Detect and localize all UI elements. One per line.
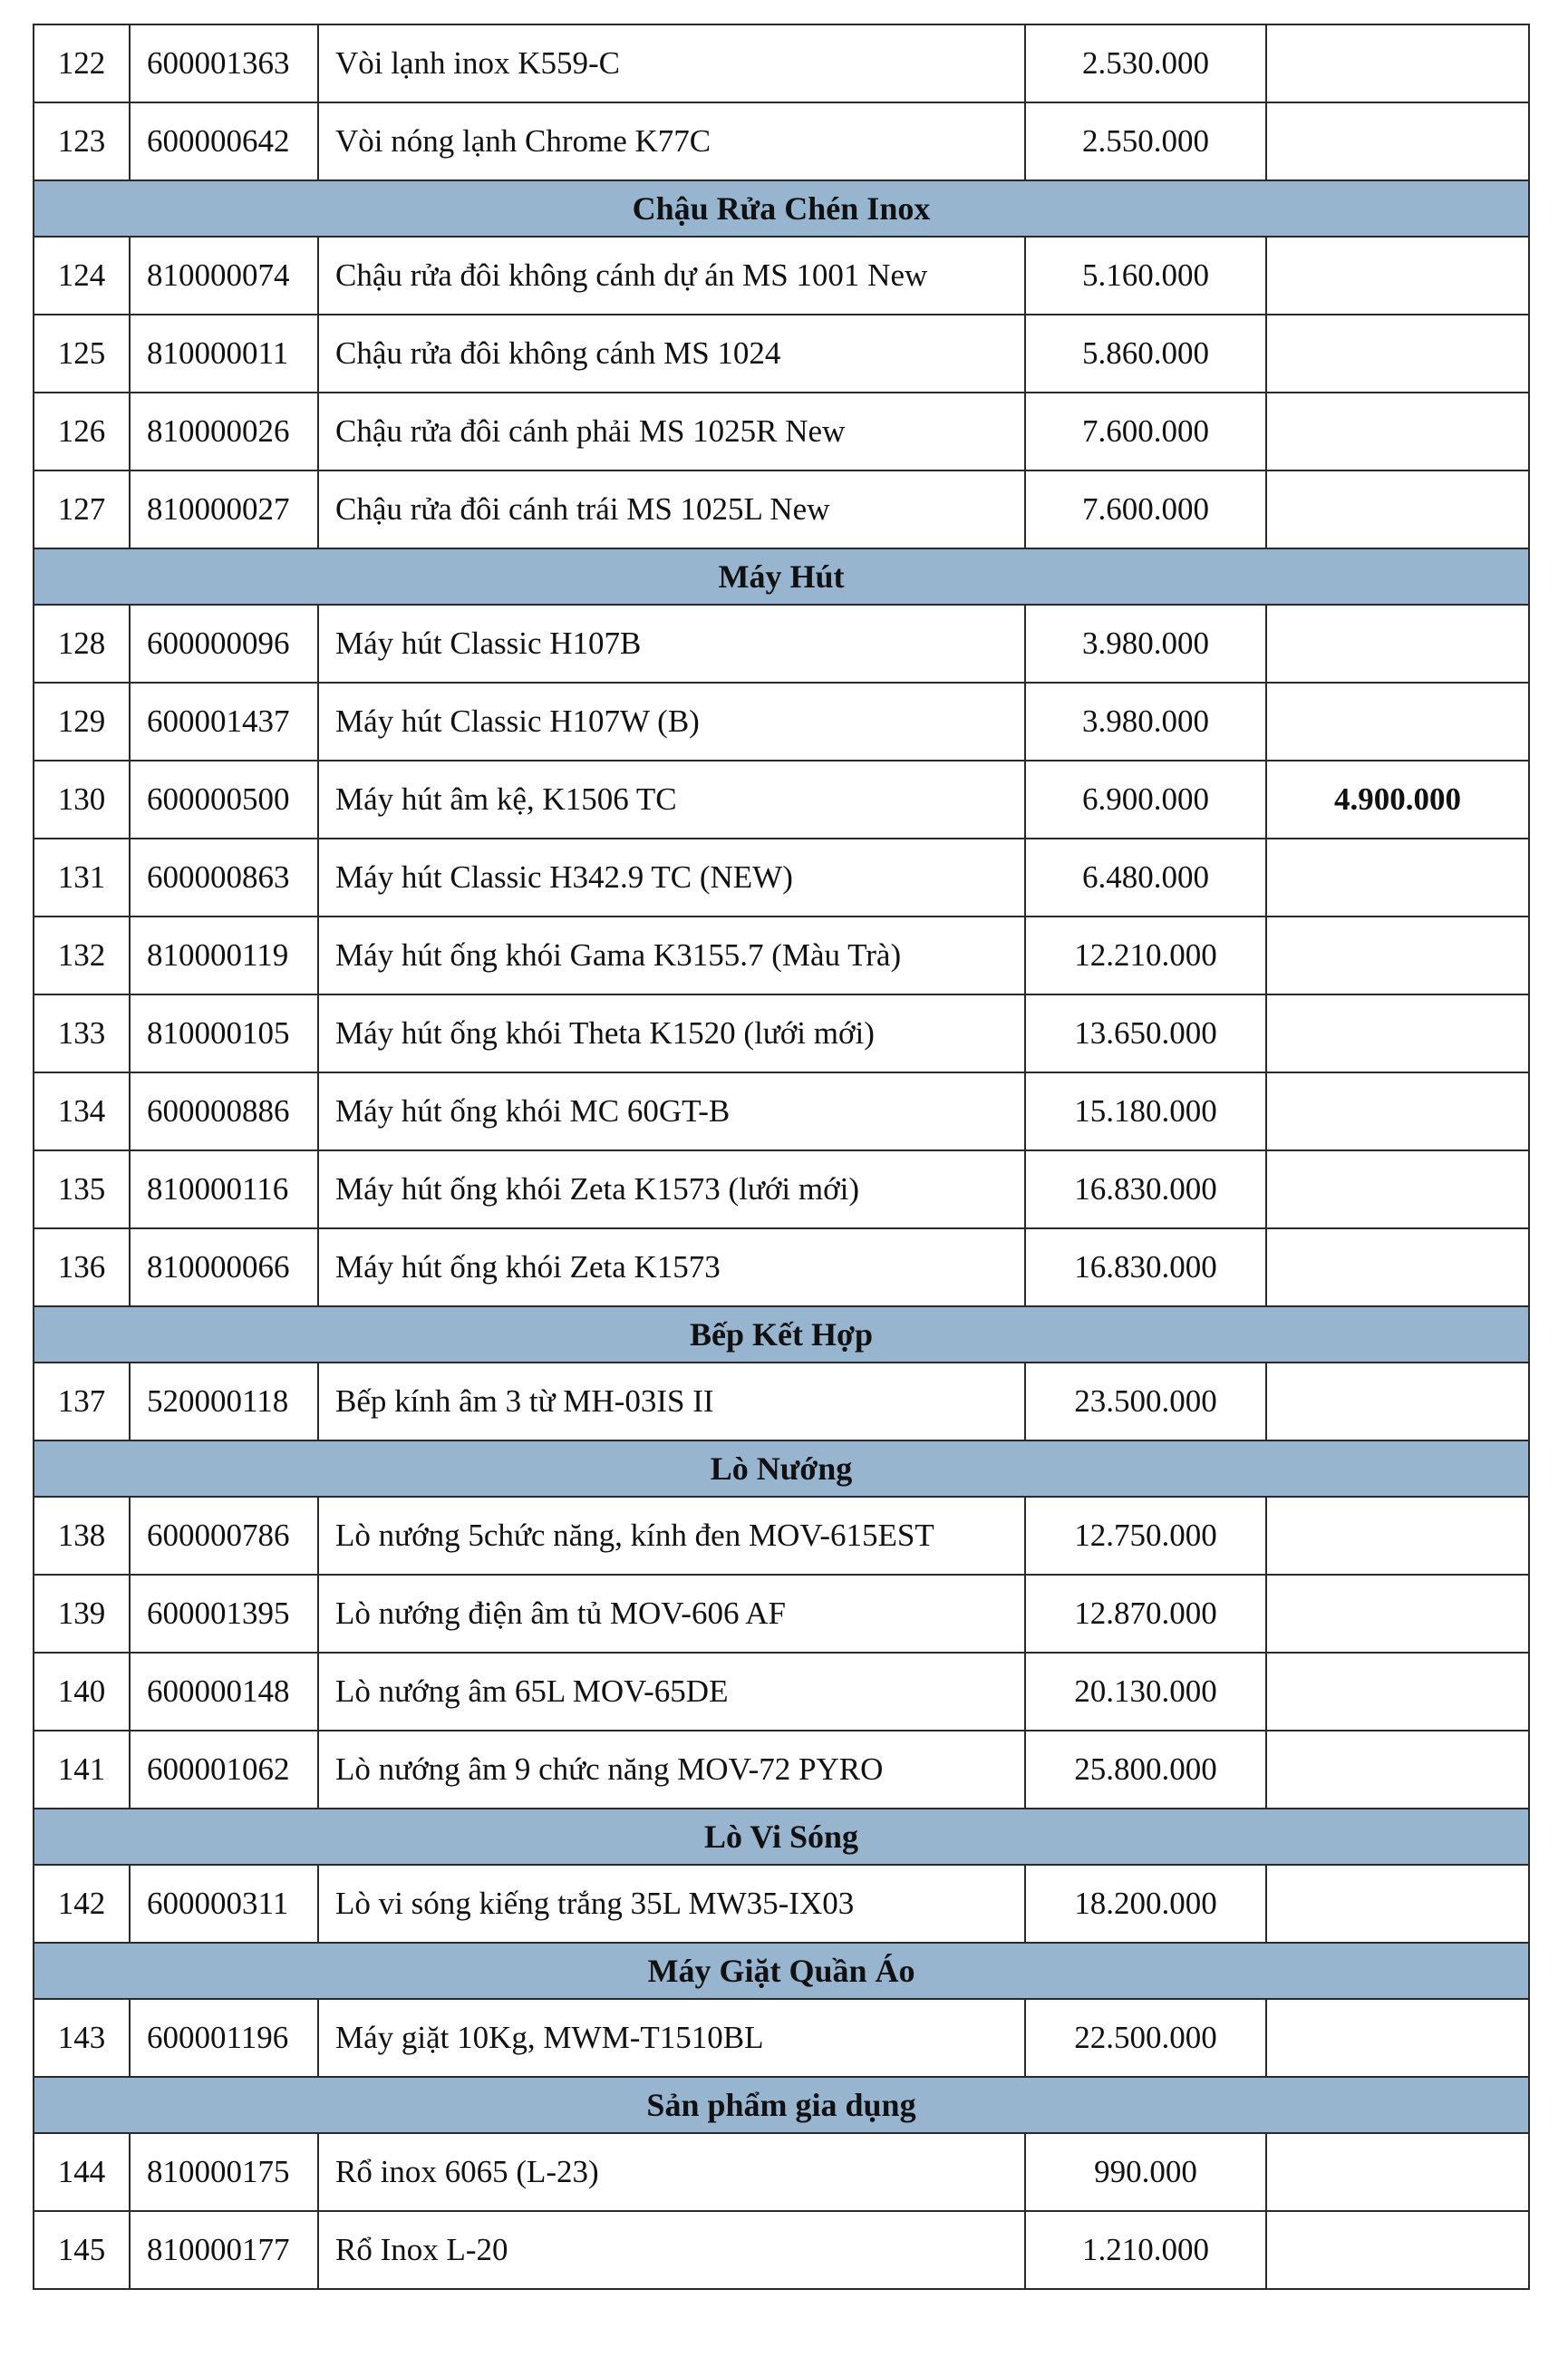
product-name: Lò vi sóng kiếng trắng 35L MW35-IX03 xyxy=(318,1865,1025,1943)
list-price: 7.600.000 xyxy=(1025,393,1266,470)
promo-price xyxy=(1266,1653,1529,1731)
product-name: Bếp kính âm 3 từ MH-03IS II xyxy=(318,1363,1025,1440)
product-code: 810000026 xyxy=(130,393,318,470)
promo-price xyxy=(1266,315,1529,393)
product-code: 600000886 xyxy=(130,1072,318,1150)
table-row xyxy=(34,1497,1529,1575)
promo-price xyxy=(1266,1731,1529,1809)
table-row xyxy=(34,24,1529,102)
section-header-row xyxy=(34,180,1529,237)
product-name: Rổ Inox L-20 xyxy=(318,2211,1025,2289)
row-number: 141 xyxy=(34,1731,130,1809)
promo-price xyxy=(1266,1497,1529,1575)
list-price: 7.600.000 xyxy=(1025,470,1266,548)
table-row xyxy=(34,1228,1529,1306)
product-name: Lò nướng điện âm tủ MOV-606 AF xyxy=(318,1575,1025,1653)
row-number: 124 xyxy=(34,237,130,315)
list-price: 2.550.000 xyxy=(1025,102,1266,180)
list-price: 13.650.000 xyxy=(1025,994,1266,1072)
product-code: 600001437 xyxy=(130,683,318,761)
product-code: 810000116 xyxy=(130,1150,318,1228)
row-number: 130 xyxy=(34,761,130,839)
section-title: Lò Nướng xyxy=(34,1440,1529,1497)
product-code: 600001363 xyxy=(130,24,318,102)
product-name: Lò nướng âm 9 chức năng MOV-72 PYRO xyxy=(318,1731,1025,1809)
table-row xyxy=(34,1731,1529,1809)
product-code: 810000105 xyxy=(130,994,318,1072)
product-code: 810000027 xyxy=(130,470,318,548)
row-number: 135 xyxy=(34,1150,130,1228)
row-number: 126 xyxy=(34,393,130,470)
section-header-row xyxy=(34,548,1529,605)
price-list-table xyxy=(33,24,1530,2290)
product-name: Máy hút ống khói Zeta K1573 (lưới mới) xyxy=(318,1150,1025,1228)
list-price: 25.800.000 xyxy=(1025,1731,1266,1809)
list-price: 18.200.000 xyxy=(1025,1865,1266,1943)
product-code: 600000148 xyxy=(130,1653,318,1731)
row-number: 143 xyxy=(34,1999,130,2077)
table-row xyxy=(34,102,1529,180)
list-price: 3.980.000 xyxy=(1025,683,1266,761)
promo-price xyxy=(1266,683,1529,761)
list-price: 1.210.000 xyxy=(1025,2211,1266,2289)
product-name: Máy hút Classic H107B xyxy=(318,605,1025,683)
list-price: 3.980.000 xyxy=(1025,605,1266,683)
table-row xyxy=(34,1575,1529,1653)
product-code: 520000118 xyxy=(130,1363,318,1440)
promo-price xyxy=(1266,1363,1529,1440)
promo-price xyxy=(1266,839,1529,917)
row-number: 145 xyxy=(34,2211,130,2289)
list-price: 12.210.000 xyxy=(1025,917,1266,994)
product-name: Máy hút Classic H107W (B) xyxy=(318,683,1025,761)
table-row xyxy=(34,1653,1529,1731)
table-row xyxy=(34,2133,1529,2211)
product-name: Máy giặt 10Kg, MWM-T1510BL xyxy=(318,1999,1025,2077)
promo-price xyxy=(1266,2211,1529,2289)
product-name: Chậu rửa đôi cánh phải MS 1025R New xyxy=(318,393,1025,470)
list-price: 22.500.000 xyxy=(1025,1999,1266,2077)
product-name: Chậu rửa đôi cánh trái MS 1025L New xyxy=(318,470,1025,548)
product-name: Vòi lạnh inox K559-C xyxy=(318,24,1025,102)
section-title: Máy Giặt Quần Áo xyxy=(34,1943,1529,1999)
product-code: 600000642 xyxy=(130,102,318,180)
product-name: Chậu rửa đôi không cánh MS 1024 xyxy=(318,315,1025,393)
promo-price xyxy=(1266,917,1529,994)
product-name: Máy hút ống khói Theta K1520 (lưới mới) xyxy=(318,994,1025,1072)
product-name: Máy hút âm kệ, K1506 TC xyxy=(318,761,1025,839)
list-price: 990.000 xyxy=(1025,2133,1266,2211)
row-number: 129 xyxy=(34,683,130,761)
table-row xyxy=(34,994,1529,1072)
promo-price xyxy=(1266,102,1529,180)
row-number: 125 xyxy=(34,315,130,393)
table-row xyxy=(34,605,1529,683)
product-code: 810000074 xyxy=(130,237,318,315)
list-price: 12.870.000 xyxy=(1025,1575,1266,1653)
product-code: 600000311 xyxy=(130,1865,318,1943)
promo-price xyxy=(1266,1999,1529,2077)
product-code: 600000500 xyxy=(130,761,318,839)
row-number: 132 xyxy=(34,917,130,994)
row-number: 127 xyxy=(34,470,130,548)
section-header-row xyxy=(34,2077,1529,2133)
product-code: 600000096 xyxy=(130,605,318,683)
promo-price xyxy=(1266,470,1529,548)
row-number: 122 xyxy=(34,24,130,102)
table-row xyxy=(34,683,1529,761)
section-title: Sản phẩm gia dụng xyxy=(34,2077,1529,2133)
promo-price xyxy=(1266,237,1529,315)
product-name: Chậu rửa đôi không cánh dự án MS 1001 New xyxy=(318,237,1025,315)
product-name: Máy hút ống khói Gama K3155.7 (Màu Trà) xyxy=(318,917,1025,994)
table-row xyxy=(34,1150,1529,1228)
list-price: 16.830.000 xyxy=(1025,1150,1266,1228)
list-price: 6.900.000 xyxy=(1025,761,1266,839)
list-price: 16.830.000 xyxy=(1025,1228,1266,1306)
section-title: Bếp Kết Hợp xyxy=(34,1306,1529,1363)
promo-price xyxy=(1266,2133,1529,2211)
product-code: 600001196 xyxy=(130,1999,318,2077)
promo-price xyxy=(1266,994,1529,1072)
section-title: Chậu Rửa Chén Inox xyxy=(34,180,1529,237)
product-name: Rổ inox 6065 (L-23) xyxy=(318,2133,1025,2211)
product-code: 810000066 xyxy=(130,1228,318,1306)
row-number: 123 xyxy=(34,102,130,180)
product-name: Máy hút Classic H342.9 TC (NEW) xyxy=(318,839,1025,917)
product-code: 600000863 xyxy=(130,839,318,917)
price-list-body xyxy=(34,24,1529,2289)
table-row xyxy=(34,1865,1529,1943)
list-price: 23.500.000 xyxy=(1025,1363,1266,1440)
row-number: 142 xyxy=(34,1865,130,1943)
row-number: 136 xyxy=(34,1228,130,1306)
section-header-row xyxy=(34,1440,1529,1497)
row-number: 128 xyxy=(34,605,130,683)
product-name: Vòi nóng lạnh Chrome K77C xyxy=(318,102,1025,180)
list-price: 5.860.000 xyxy=(1025,315,1266,393)
promo-price xyxy=(1266,1228,1529,1306)
table-row xyxy=(34,761,1529,839)
table-row xyxy=(34,917,1529,994)
section-title: Máy Hút xyxy=(34,548,1529,605)
product-name: Máy hút ống khói Zeta K1573 xyxy=(318,1228,1025,1306)
product-code: 600001062 xyxy=(130,1731,318,1809)
promo-price xyxy=(1266,1575,1529,1653)
promo-price: 4.900.000 xyxy=(1266,761,1529,839)
row-number: 139 xyxy=(34,1575,130,1653)
product-code: 810000011 xyxy=(130,315,318,393)
row-number: 131 xyxy=(34,839,130,917)
list-price: 6.480.000 xyxy=(1025,839,1266,917)
promo-price xyxy=(1266,1865,1529,1943)
list-price: 12.750.000 xyxy=(1025,1497,1266,1575)
table-row xyxy=(34,315,1529,393)
table-row xyxy=(34,470,1529,548)
product-code: 810000175 xyxy=(130,2133,318,2211)
table-row xyxy=(34,393,1529,470)
row-number: 140 xyxy=(34,1653,130,1731)
row-number: 144 xyxy=(34,2133,130,2211)
promo-price xyxy=(1266,605,1529,683)
table-row xyxy=(34,1999,1529,2077)
list-price: 5.160.000 xyxy=(1025,237,1266,315)
promo-price xyxy=(1266,393,1529,470)
table-row xyxy=(34,839,1529,917)
product-code: 810000119 xyxy=(130,917,318,994)
section-title: Lò Vi Sóng xyxy=(34,1809,1529,1865)
table-row xyxy=(34,1363,1529,1440)
table-row xyxy=(34,2211,1529,2289)
promo-price xyxy=(1266,1072,1529,1150)
product-code: 810000177 xyxy=(130,2211,318,2289)
section-header-row xyxy=(34,1809,1529,1865)
product-code: 600000786 xyxy=(130,1497,318,1575)
product-name: Lò nướng 5chức năng, kính đen MOV-615EST xyxy=(318,1497,1025,1575)
list-price: 2.530.000 xyxy=(1025,24,1266,102)
section-header-row xyxy=(34,1943,1529,1999)
product-name: Máy hút ống khói MC 60GT-B xyxy=(318,1072,1025,1150)
product-code: 600001395 xyxy=(130,1575,318,1653)
promo-price xyxy=(1266,24,1529,102)
table-row xyxy=(34,237,1529,315)
product-name: Lò nướng âm 65L MOV-65DE xyxy=(318,1653,1025,1731)
row-number: 134 xyxy=(34,1072,130,1150)
row-number: 137 xyxy=(34,1363,130,1440)
table-row xyxy=(34,1072,1529,1150)
section-header-row xyxy=(34,1306,1529,1363)
promo-price xyxy=(1266,1150,1529,1228)
row-number: 138 xyxy=(34,1497,130,1575)
row-number: 133 xyxy=(34,994,130,1072)
list-price: 15.180.000 xyxy=(1025,1072,1266,1150)
list-price: 20.130.000 xyxy=(1025,1653,1266,1731)
